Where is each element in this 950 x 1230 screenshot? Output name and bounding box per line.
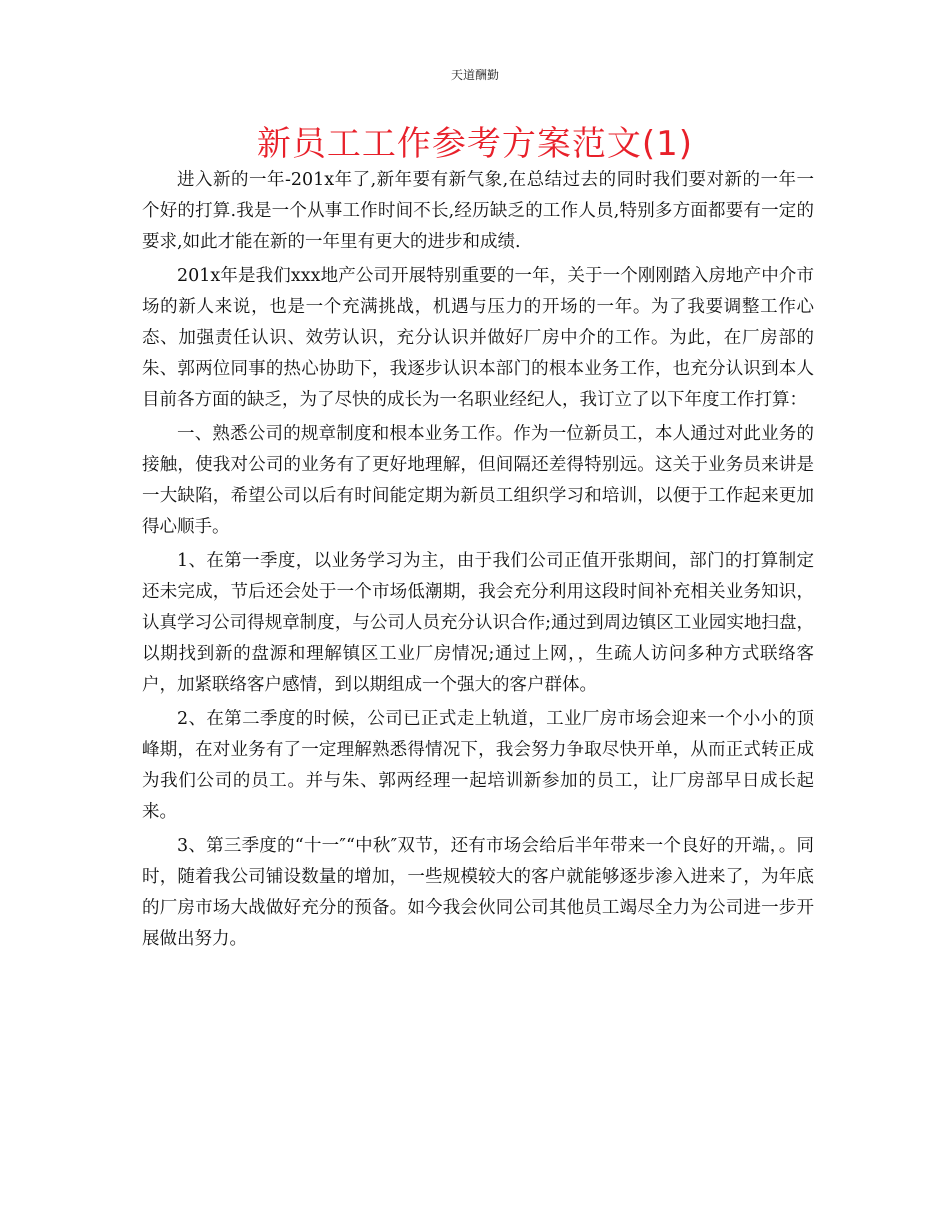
paragraph: 1、在第一季度，以业务学习为主，由于我们公司正值开张期间，部门的打算制定还未完成，节后还会处于一个市场低潮期，我会充分利用这段时间补充相关业务知识，认真学习公司得规章制度，与公司人员充分认识合作;通过到周边镇区工业园实地扫盘，以期找到新的盘源和理解镇区工业厂房情况;通过上网，，生疏人访问多种方式联络客户，加紧联络客户感情，到以期组成一个强大的客户群体。 [142,551,814,695]
paragraph: 201x年是我们xxx地产公司开展特别重要的一年，关于一个刚刚踏入房地产中介市场的新人来说，也是一个充满挑战，机遇与压力的开场的一年。为了我要调整工作心态、加强责任认识、效劳认识，充分认识并做好厂房中介的工作。为此，在厂房部的朱、郭两位同事的热心协助下，我逐步认识本部门的根本业务工作，也充分认识到本人目前各方面的缺乏，为了尽快的成长为一名职业经纪人，我订立了以下年度工作打算： [142,266,814,410]
document-body [142,165,814,955]
paragraph: 3、第三季度的“十一″“中秋″双节，还有市场会给后半年带来一个良好的开端，。同时，随着我公司铺设数量的增加，一些规模较大的客户就能够逐步渗入进来了，为年底的厂房市场大战做好充分的预备。如今我会伙同公司其他员工竭尽全力为公司进一步开展做出努力。 [142,836,814,949]
paragraph: 进入新的一年-201x年了,新年要有新气象,在总结过去的同时我们要对新的一年一个好的打算.我是一个从事工作时间不长,经历缺乏的工作人员,特别多方面都要有一定的要求,如此才能在新的一年里有更大的进步和成绩. [142,170,814,252]
page-header: 天道酬勤 [450,68,499,82]
paragraph: 一、熟悉公司的规章制度和根本业务工作。作为一位新员工，本人通过对此业务的接触，使我对公司的业务有了更好地理解，但间隔还差得特别远。这关于业务员来讲是一大缺陷，希望公司以后有时间能定期为新员工组织学习和培训，以便于工作起来更加得心顺手。 [142,424,814,537]
document-title: 新员工工作参考方案范文(1) [256,124,694,164]
paragraph: 2、在第二季度的时候，公司已正式走上轨道，工业厂房市场会迎来一个小小的顶峰期，在对业务有了一定理解熟悉得情况下，我会努力争取尽快开单，从而正式转正成为我们公司的员工。并与朱、郭两经理一起培训新参加的员工，让厂房部早日成长起来。 [142,709,814,822]
